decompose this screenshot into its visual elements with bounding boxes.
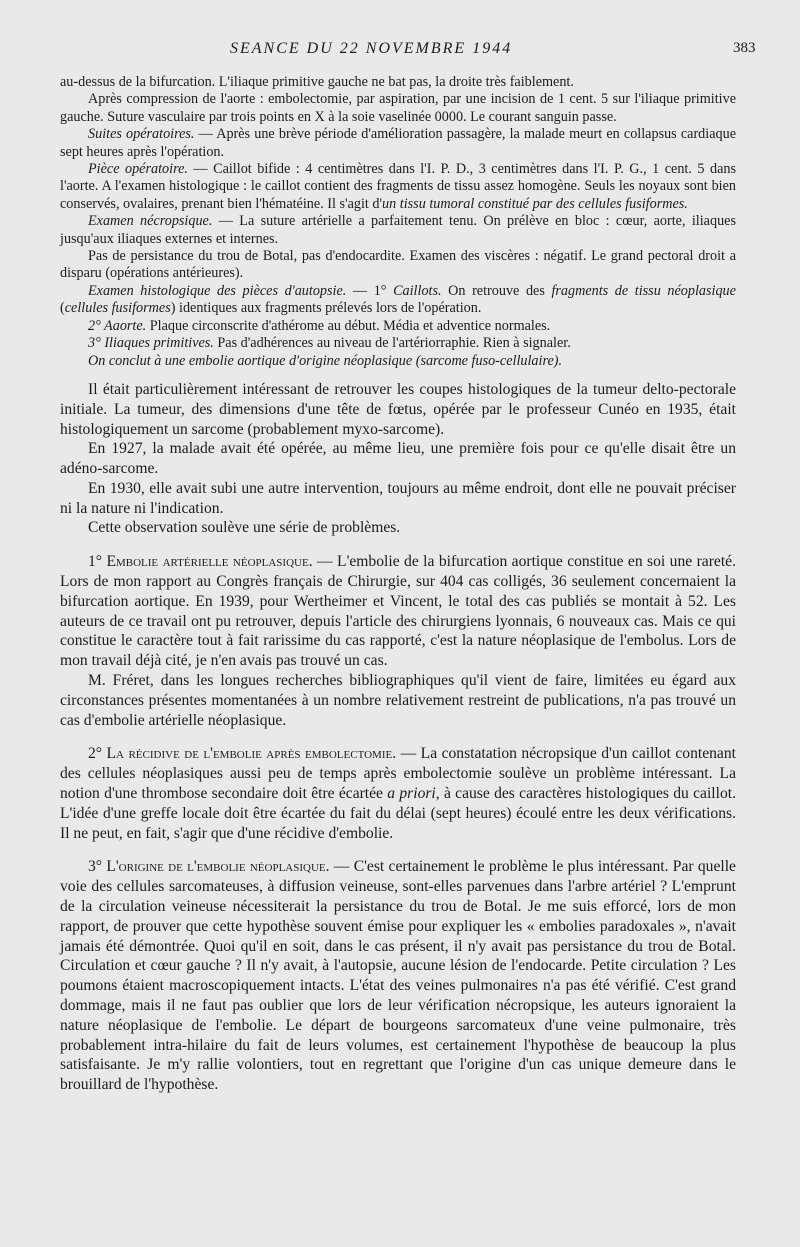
paragraph: En 1930, elle avait subi une autre intervention, toujours au même endroit, dont elle ne pouvait préciser ni la nature ni l'indication. [60, 479, 736, 517]
paragraph: Après compression de l'aorte : embolectomie, par aspiration, par une incision de 1 cent. 5 sur l'iliaque primitive gauche. Suture vasculaire par trois points en X à la soie vaselinée 0000. Le courant sanguin passe. [60, 91, 736, 125]
paragraph: Il était particulièrement intéressant de retrouver les coupes histologiques de la tumeur delto-pectorale initiale. La tumeur, des dimensions d'une tête de fœtus, opérée par le professeur Cunéo en 1935, était histologiquement un sarcome (probablement myxo-sarcome). [60, 380, 736, 438]
section-embolie-neoplasique: 1° Embolie artérielle néoplasique. — L'embolie de la bifurcation aortique constitue en soi une rareté. Lors de mon rapport au Congrès français de Chirurgie, sur 404 cas colligés, 36 seulement concernaient la bifurcation aortique. En 1939, pour Wertheimer et Vincent, le total des cas publiés se montait à 52. Les auteurs de ce travail ont pu retrouver, depuis l'article des chirurgiens lyonnais, 6 nouveaux cas. Mais ce qui constitue le caractère tout à fait rarissime du cas rapporté, c'est la nature néoplasique de l'embolus. Lors de mon travail déjà cité, je n'en avais pas trouvé un cas. [60, 553, 736, 670]
paragraph-label: 2° Aaorte. [88, 317, 147, 334]
section-origine: 3° L'origine de l'embolie néoplasique. — C'est certainement le problème le plus intéressant. Par quelle voie des cellules sarcomateuses, à diffusion veineuse, sont-elles parvenues dans l'arbre artériel ? L'emprunt de la circulation veineuse nécessiterait la persistance du trou de Botal. Je me suis efforcé, lors de mon rapport, de prouver que cette hypothèse souvent émise pour expliquer les « embolies paradoxales », n'avait jamais été démontrée. Quoi qu'il en soit, dans le cas présent, il n'y avait pas persistance du trou de Botal. Circulation et cœur gauche ? Il n'y avait, à l'autopsie, aucune lésion de l'endocarde. Petite circulation ? Les poumons étaient macroscopiquement intacts. L'état des veines pulmonaires n'a pas été vérifié. C'est grand dommage, mais il ne faut pas oublier que lors de leur vérification nécropsique, les auteurs ignoraient la nature néoplasique de l'embolie. Le départ de bourgeons sarcomateux d'une veine pulmonaire, très probablement intra-hilaire du fait de leurs volumes, est certainement l'hypothèse de beaucoup la plus satisfaisante. Je m'y rallie volontiers, tout en regrettant que l'origine d'un cas unique demeure dans le brouillard de l'hypothèse. [60, 858, 736, 1094]
paragraph-label: 3° Iliaques primitives. [88, 335, 214, 352]
page-content [60, 74, 736, 1095]
paragraph: Cette observation soulève une série de problèmes. [88, 519, 401, 537]
paragraph: Examen histologique des pièces d'autopsie. — 1° Caillots. On retrouve des fragments de tissu néoplasique (cellules fusiformes) identiques aux fragments prélevés lors de l'opération. [60, 282, 736, 317]
paragraph: En 1927, la malade avait été opérée, au même lieu, une première fois pour ce qu'elle disait être un adéno-sarcome. [60, 440, 736, 478]
section-recidive: 2° La récidive de l'embolie après embolectomie. — La constatation nécropsique d'un caillot contenant des cellules néoplasiques aussi peu de temps après embolectomie soulève un problème intéressant. La notion d'une thrombose secondaire doit être écartée a priori, à cause des caractères histologiques du caillot. L'idée d'une greffe locale doit être écartée du fait du délai (sept heures) écoulé entre les deux vérifications. Il ne peut, en fait, s'agir que d'une récidive d'embolie. [60, 745, 736, 842]
discussion-section [60, 380, 736, 1095]
paragraph-label: Examen histologique des pièces d'autopsie. [88, 282, 347, 299]
section-heading: 1° Embolie artérielle néoplasique. [88, 553, 313, 571]
section-heading: 2° La récidive de l'embolie après embolectomie. [88, 745, 397, 763]
paragraph-label: Examen nécropsique. [88, 213, 213, 230]
paragraph: Pas de persistance du trou de Botal, pas d'endocardite. Examen des viscères : négatif. Le grand pectoral droit a disparu (opérations antérieures). [60, 248, 736, 282]
paragraph: 2° Aaorte. Plaque circonscrite d'athérome au début. Média et adventice normales. [88, 317, 551, 334]
page-number: 383 [733, 40, 756, 56]
paragraph: M. Fréret, dans les longues recherches bibliographiques qu'il vient de faire, limitées eu égard aux circonstances présentes momentanées à un nombre relativement restreint de publications, n'a pas trouvé un cas d'embolie artérielle néoplasique. [60, 672, 736, 729]
paragraph-label: Pièce opératoire. [88, 161, 188, 178]
paragraph: Examen nécropsique. — La suture artérielle a parfaitement tenu. On prélève en bloc : cœur, aorte, iliaques jusqu'aux iliaques externes et internes. [60, 213, 736, 247]
paragraph-label: Suites opératoires. [88, 126, 195, 143]
paragraph: Suites opératoires. — Après une brève période d'amélioration passagère, la malade meurt en collapsus cardiaque sept heures après l'opération. [60, 126, 736, 160]
running-header [0, 40, 800, 62]
paragraph: Pièce opératoire. — Caillot bifide : 4 centimètres dans l'I. P. D., 3 centimètres dans l'I. P. G., 1 cent. 5 dans l'aorte. A l'examen histologique : le caillot contient des fragments de tissu assez homogène. Seuls les noyaux sont bien conservés, ovalaires, prenant bien l'hématéine. Il s'agit d'un tissu tumoral constitué par des cellules fusiformes. [60, 161, 736, 212]
paragraph: 3° Iliaques primitives. Pas d'adhérences au niveau de l'artériorraphie. Rien à signaler. [88, 335, 571, 352]
paragraph: au-dessus de la bifurcation. L'iliaque primitive gauche ne bat pas, la droite très faiblement. [60, 74, 574, 90]
running-title: SEANCE DU 22 NOVEMBRE 1944 [230, 40, 513, 57]
section-heading: 3° L'origine de l'embolie néoplasique. [88, 858, 330, 876]
case-report-section [60, 74, 736, 370]
conclusion-paragraph: On conclut à une embolie aortique d'origine néoplasique (sarcome fuso-cellulaire). [88, 352, 563, 369]
